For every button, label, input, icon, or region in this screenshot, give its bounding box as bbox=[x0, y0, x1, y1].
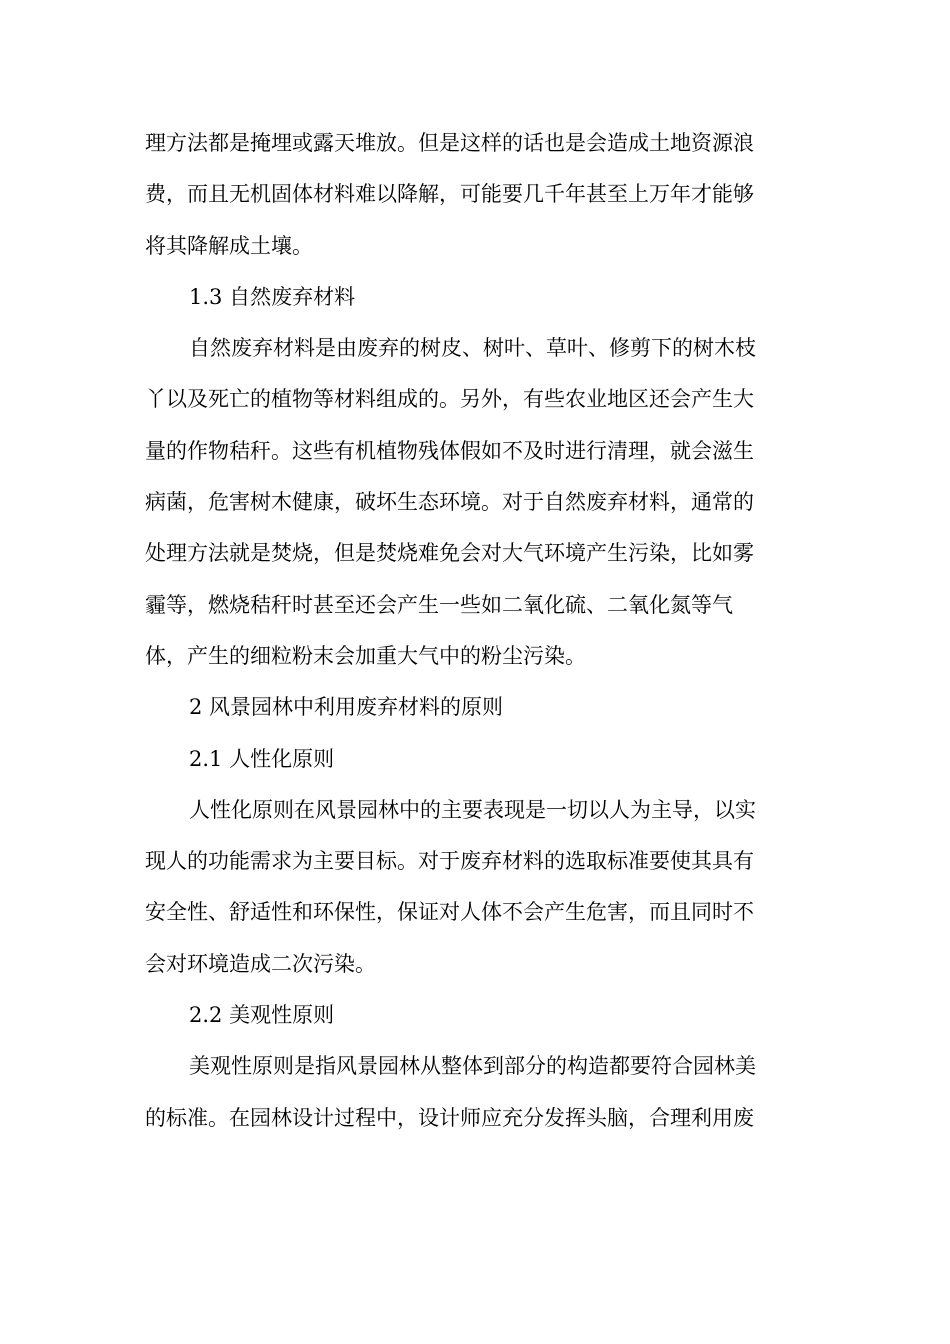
document-body bbox=[145, 118, 795, 1144]
paragraph-first-line: 人性化原则在风景园林中的主要表现是一切以人为主导，以实 bbox=[189, 797, 756, 822]
section-heading-1-3: 1.3 自然废弃材料 bbox=[189, 284, 356, 309]
body-line: 病菌，危害树木健康，破坏生态环境。对于自然废弃材料，通常的 bbox=[145, 490, 754, 515]
body-line: 丫以及死亡的植物等材料组成的。另外，有些农业地区还会产生大 bbox=[145, 387, 754, 412]
body-line: 会对环境造成二次污染。 bbox=[145, 951, 376, 976]
body-line: 体，产生的细粒粉末会加重大气中的粉尘污染。 bbox=[145, 643, 586, 668]
section-heading-2: 2 风景园林中利用废弃材料的原则 bbox=[189, 695, 504, 720]
section-heading-2-2: 2.2 美观性原则 bbox=[189, 1003, 335, 1028]
body-line: 量的作物秸秆。这些有机植物残体假如不及时进行清理，就会滋生 bbox=[145, 438, 754, 463]
body-line: 理方法都是掩埋或露天堆放。但是这样的话也是会造成土地资源浪 bbox=[145, 131, 754, 155]
body-line: 安全性、舒适性和环保性，保证对人体不会产生危害，而且同时不 bbox=[145, 900, 754, 925]
body-line: 将其降解成土壤。 bbox=[145, 233, 313, 258]
body-line: 现人的功能需求为主要目标。对于废弃材料的选取标准要使其具有 bbox=[145, 849, 754, 874]
paragraph-first-line: 自然废弃材料是由废弃的树皮、树叶、草叶、修剪下的树木枝 bbox=[189, 336, 756, 361]
body-line: 的标准。在园林设计过程中，设计师应充分发挥头脑，合理利用废 bbox=[145, 1105, 754, 1130]
body-line: 霾等，燃烧秸秆时甚至还会产生一些如二氧化硫、二氧化氮等气 bbox=[145, 592, 733, 617]
paragraph-first-line: 美观性原则是指风景园林从整体到部分的构造都要符合园林美 bbox=[189, 1054, 756, 1079]
body-line: 费，而且无机固体材料难以降解，可能要几千年甚至上万年才能够 bbox=[145, 182, 754, 207]
body-line: 处理方法就是焚烧，但是焚烧难免会对大气环境产生污染，比如雾 bbox=[145, 541, 754, 566]
section-heading-2-1: 2.1 人性化原则 bbox=[189, 746, 335, 771]
